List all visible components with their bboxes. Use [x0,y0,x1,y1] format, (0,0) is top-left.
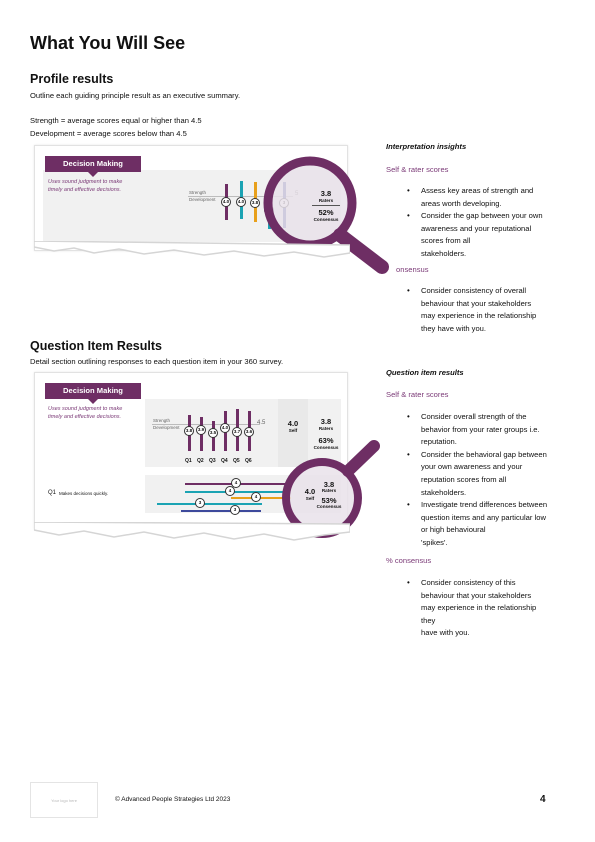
list-item: awareness and your reputational [421,223,532,233]
q1-consensus-label: Consensus [316,504,342,509]
list-item: • Consider overall strength of the [421,411,547,424]
list-item: have with you. [421,628,470,638]
line-score: 4 [225,486,235,496]
development-definition: Development = average scores below than 4.5 [30,129,187,138]
question-items-heading: Question Item Results [30,339,162,353]
q-raters-label: Raters [318,426,334,431]
profile-heading: Profile results [30,72,114,86]
list-item: behaviour that your stakeholders [421,298,532,308]
line-score: 3 [195,498,205,508]
line-score: 4 [251,492,261,502]
q-score-bubble-2: 3.9 [196,425,206,435]
list-item: or high behavioural [421,525,486,535]
list-item: reputation scores from all [421,474,507,484]
line-blue [181,510,261,512]
list-item: • Assess key areas of strength and [421,185,543,198]
page-title: What You Will See [30,33,186,53]
q1-text: Makes decisions quickly. [59,491,109,496]
list-item: areas worth developing. [421,198,502,208]
question-results-list-2 [421,577,536,640]
self-label: Self [288,428,298,433]
profile-raters-value: 3.8 [320,189,332,198]
q1-label: Q1 [48,490,57,496]
list-item: stakeholders. [421,248,467,258]
card-description-1: Uses sound judgment to make [48,406,123,412]
strength-definition: Strength = average scores equal or higher than 4.5 [30,116,202,125]
list-item: they [421,615,436,625]
list-item: behavior from your rater groups i.e. [421,424,540,434]
line-teal [185,491,285,493]
list-item: may experience in the relationship [421,311,537,321]
q-consensus-value: 63% [318,436,334,445]
q1-self-value: 4.0 [304,487,316,496]
list-item: • Consider consistency of overall [421,285,536,298]
strength-label: Strength [153,418,171,423]
interpretation-sub2: onsensus [396,265,429,274]
list-item: • Consider the behavioral gap between [421,449,547,462]
interpretation-list-1 [421,185,543,261]
card-description-1: Uses sound judgment to make [48,179,123,185]
score-bubble-3: 3.8 [250,198,260,208]
list-item: • Consider the gap between your own [421,210,543,223]
threshold-line [152,424,260,425]
q1-self-label: Self [305,496,315,501]
q-score-bubble-5: 3.7 [232,427,242,437]
list-item: • Consider consistency of this [421,577,536,590]
threshold-value: 4.5 [257,420,266,426]
q-raters-value: 3.8 [320,417,332,426]
footer-copyright: © Advanced People Strategies Ltd 2023 [115,796,231,803]
torn-edge [34,241,350,263]
quarter-label: Q4 [221,458,228,464]
development-label: Development [189,197,216,202]
question-results-list-1 [421,411,547,550]
decision-making-badge: Decision Making [45,383,141,399]
logo-placeholder [30,782,98,818]
development-label: Development [153,425,180,430]
list-item: 'spikes'. [421,537,448,547]
list-item: stakeholders. [421,487,467,497]
q-score-bubble-4: 4.0 [220,423,230,433]
interpretation-list-2 [421,285,536,335]
self-value: 4.0 [287,419,299,428]
logo-placeholder-text: Your logo here [51,798,77,803]
list-item: your own awareness and your [421,462,523,472]
q1-raters-value: 3.8 [323,480,335,489]
line-teal-2 [157,503,262,505]
q-score-bubble-3: 3.5 [208,428,218,438]
quarter-label: Q6 [245,458,252,464]
profile-consensus-label: Consensus [313,217,339,222]
strength-label: Strength [189,190,207,195]
q1-raters-label: Raters [321,488,337,493]
interpretation-sub1: Self & rater scores [386,165,449,174]
list-item: they have with you. [421,323,487,333]
score-bubble-2: 4.0 [236,197,246,207]
decision-making-badge: Decision Making [45,156,141,172]
q-score-bubble-6: 3.6 [244,427,254,437]
list-item: may experience in the relationship [421,603,537,613]
score-bubble-1: 4.0 [221,197,231,207]
profile-stat-divider [312,205,340,206]
interpretation-heading: Interpretation insights [386,142,467,151]
quarter-label: Q2 [197,458,204,464]
q1-consensus-value: 53% [321,496,337,505]
list-item: reputation. [421,437,457,447]
list-item: question items and any particular low [421,512,546,522]
question-results-sub2: % consensus [386,556,432,565]
list-item: scores from all [421,236,471,246]
question-results-heading: Question item results [386,368,464,377]
list-item: • Investigate trend differences between [421,499,547,512]
torn-edge [34,522,350,546]
q-consensus-label: Consensus [313,445,339,450]
profile-raters-label: Raters [318,198,334,203]
quarter-label: Q1 [185,458,192,464]
question-results-sub1: Self & rater scores [386,390,449,399]
line-score: 4 [231,478,241,488]
page-number: 4 [540,794,546,805]
line-score: 3 [230,505,240,515]
card-description-2: timely and effective decisions. [48,187,122,193]
list-item: behaviour that your stakeholders [421,590,532,600]
quarter-label: Q5 [233,458,240,464]
profile-consensus-value: 52% [318,208,334,217]
question-items-intro: Detail section outlining responses to each question item in your 360 survey. [30,357,284,366]
profile-intro: Outline each guiding principle result as an executive summary. [30,91,241,100]
card-description-2: timely and effective decisions. [48,414,122,420]
q-score-bubble-1: 3.8 [184,426,194,436]
quarter-label: Q3 [209,458,216,464]
